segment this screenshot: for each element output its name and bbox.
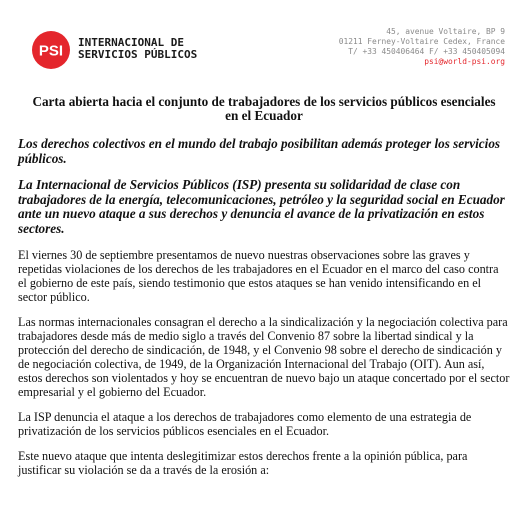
body-paragraph: La ISP denuncia el ataque a los derechos de trabajadores como elemento de una estrategia de privatización de los servicios públicos esenciales en el Ecuador. (18, 410, 472, 438)
organization-name-line1: INTERNACIONAL DE (78, 36, 184, 49)
contact-address (339, 27, 505, 67)
body-paragraph: Las normas internacionales consagran el derecho a la sindicalización y la negociación colectiva para trabajadores desde más de medio siglo a través del Convenio 87 sobre la libertad sindical y la protección del derecho de sindicación, de 1948, y el Convenio 98 sobre el derecho de sindicación y de negociación colectiva, de 1949, de la Organización Internacional del Trabajo (OIT). Aun así, estos derechos son violentados y hoy se encuentran de nuevo bajo un ataque concertado por el sector empresarial y el gobierno del Ecuador. (18, 315, 510, 399)
organization-name-line2: SERVICIOS PÚBLICOS (78, 48, 198, 61)
body-paragraph: Este nuevo ataque que intenta deslegitimizar estos derechos frente a la opinión pública, para justificar su violación se da a través de la erosión a: (18, 449, 468, 477)
organization-name (78, 37, 197, 61)
lead-statement-1: Los derechos colectivos en el mundo del trabajo posibilitan además proteger los servicios públicos. (18, 136, 501, 166)
email-link[interactable]: psi@world-psi.org (424, 57, 505, 66)
address-line1: 45, avenue Voltaire, BP 9 (386, 27, 505, 36)
letter-title: Carta abierta hacia el conjunto de trabajadores de los servicios públicos esenciales en el Ecuador (32, 94, 496, 123)
letterhead (0, 0, 525, 90)
address-line2: 01211 Ferney-Voltaire Cedex, France (338, 37, 505, 46)
letter-body (18, 95, 510, 488)
body-paragraph: El viernes 30 de septiembre presentamos de nuevo nuestras observaciones sobre las graves y repetidas violaciones de los derechos de les trabajadores en el Ecuador en el marco del caso contra el gobierno de este país, siendo testimonio que estos ataques se han venido intensificando en el sector público. (18, 248, 499, 304)
logo-text: PSI (38, 42, 64, 60)
address-line3: T/ +33 450406464 F/ +33 450405094 (348, 47, 505, 56)
psi-logo-icon (32, 31, 70, 69)
lead-statement-2: La Internacional de Servicios Públicos (ISP) presenta su solidaridad de clase con trabajadores de la energía, telecomunicaciones, petróleo y la seguridad social en Ecuador ante un nuevo ataque a sus derechos y denuncia el avance de la privatización en estos sectores. (18, 177, 505, 236)
